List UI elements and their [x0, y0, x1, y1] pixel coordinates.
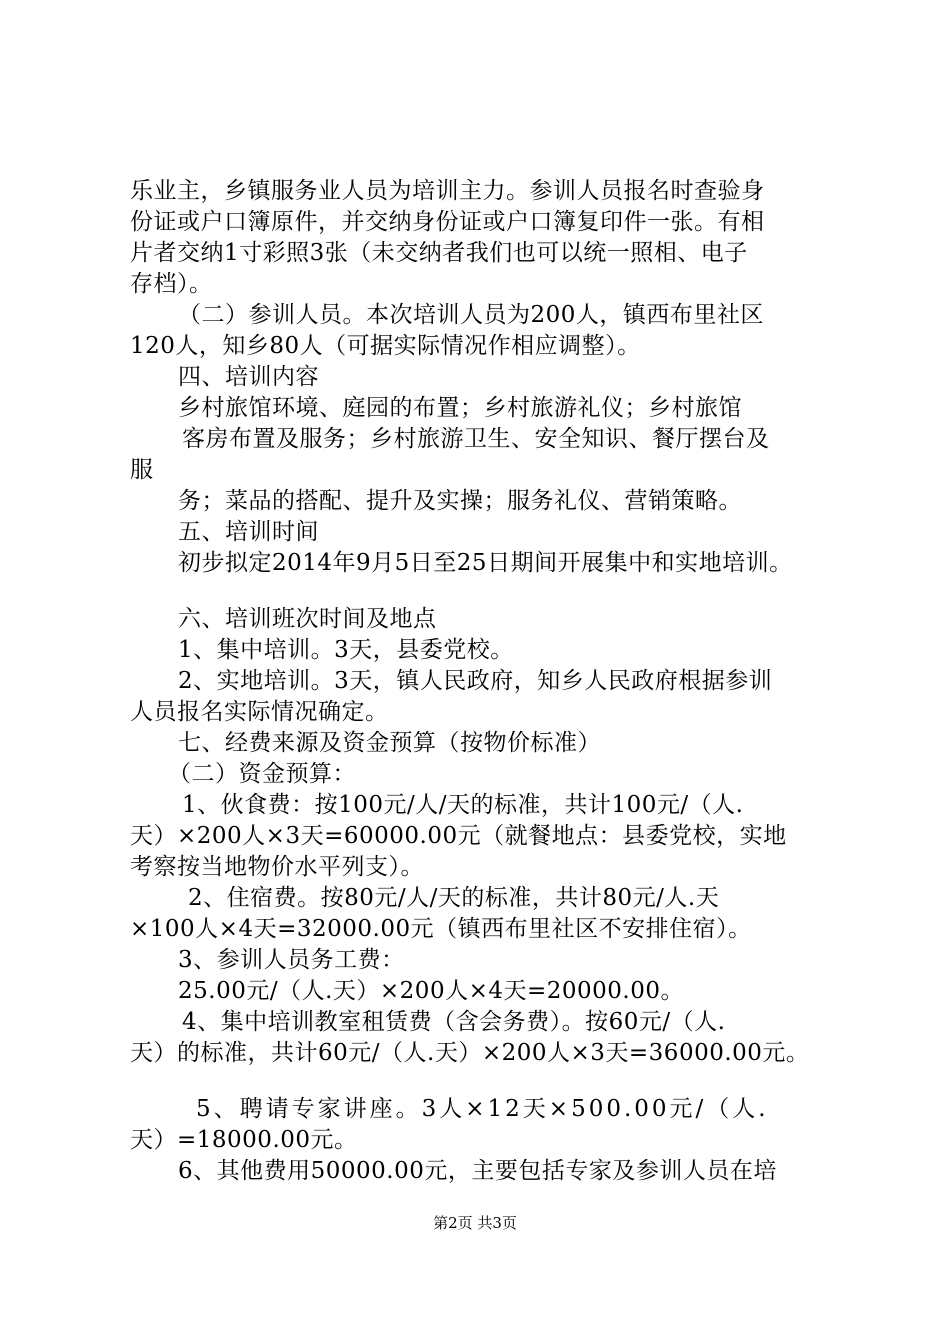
text-line-1: 乐业主，乡镇服务业人员为培训主力。参训人员报名时查验身: [130, 178, 765, 204]
section-heading-4: 四、培训内容: [178, 364, 319, 390]
text-line-22: 考察按当地物价水平列支）。: [130, 854, 424, 880]
text-line-19: （二）资金预算：: [168, 761, 356, 787]
text-line-27: 4、集中培训教室租赁费（含会务费）。按60元/（人.: [182, 1009, 726, 1035]
text-line-8: 乡村旅馆环境、庭园的布置；乡村旅游礼仪；乡村旅馆: [178, 395, 742, 421]
text-line-20: 1、伙食费：按100元/人/天的标准，共计100元/（人.: [182, 792, 744, 818]
page-footer: 第2页 共3页: [433, 1214, 517, 1232]
text-line-21: 天）×200人×3天=60000.00元（就餐地点：县委党校，实地: [130, 823, 787, 849]
text-line-28: 天）的标准，共计60元/（人.天）×200人×3天=36000.00元。: [130, 1040, 810, 1066]
text-line-29: 5、聘请专家讲座。3人×12天×500.00元/（人.: [196, 1096, 769, 1122]
section-heading-5: 五、培训时间: [178, 519, 319, 545]
text-line-11: 务；菜品的搭配、提升及实操；服务礼仪、营销策略。: [178, 488, 742, 514]
text-line-3: 片者交纳1寸彩照3张（未交纳者我们也可以统一照相、电子: [130, 240, 748, 266]
text-line-30: 天）=18000.00元。: [130, 1127, 358, 1153]
text-line-9: 客房布置及服务；乡村旅游卫生、安全知识、餐厅摆台及: [182, 426, 770, 452]
text-line-24: ×100人×4天=32000.00元（镇西布里社区不安排住宿）。: [130, 916, 752, 942]
text-line-17: 人员报名实际情况确定。: [130, 699, 389, 725]
text-line-4: 存档）。: [130, 271, 213, 297]
text-line-13: 初步拟定2014年9月5日至25日期间开展集中和实地培训。: [178, 550, 793, 576]
text-line-25: 3、参训人员务工费：: [178, 947, 405, 973]
text-line-26: 25.00元/（人.天）×200人×4天=20000.00。: [178, 978, 684, 1004]
text-line-6: 120人，知乡80人（可据实际情况作相应调整）。: [130, 333, 641, 359]
section-heading-7: 七、经费来源及资金预算（按物价标准）: [178, 730, 601, 756]
text-line-16: 2、实地培训。3天，镇人民政府，知乡人民政府根据参训: [178, 668, 773, 694]
text-line-10: 服: [130, 457, 154, 483]
text-line-15: 1、集中培训。3天，县委党校。: [178, 637, 514, 663]
text-line-23: 2、住宿费。按80元/人/天的标准，共计80元/人.天: [188, 885, 720, 911]
text-line-5: （二）参训人员。本次培训人员为200人，镇西布里社区: [178, 302, 764, 328]
section-heading-6: 六、培训班次时间及地点: [178, 606, 437, 632]
text-line-2: 份证或户口簿原件，并交纳身份证或户口簿复印件一张。有相: [130, 209, 765, 235]
text-line-31: 6、其他费用50000.00元，主要包括专家及参训人员在培: [178, 1158, 777, 1184]
